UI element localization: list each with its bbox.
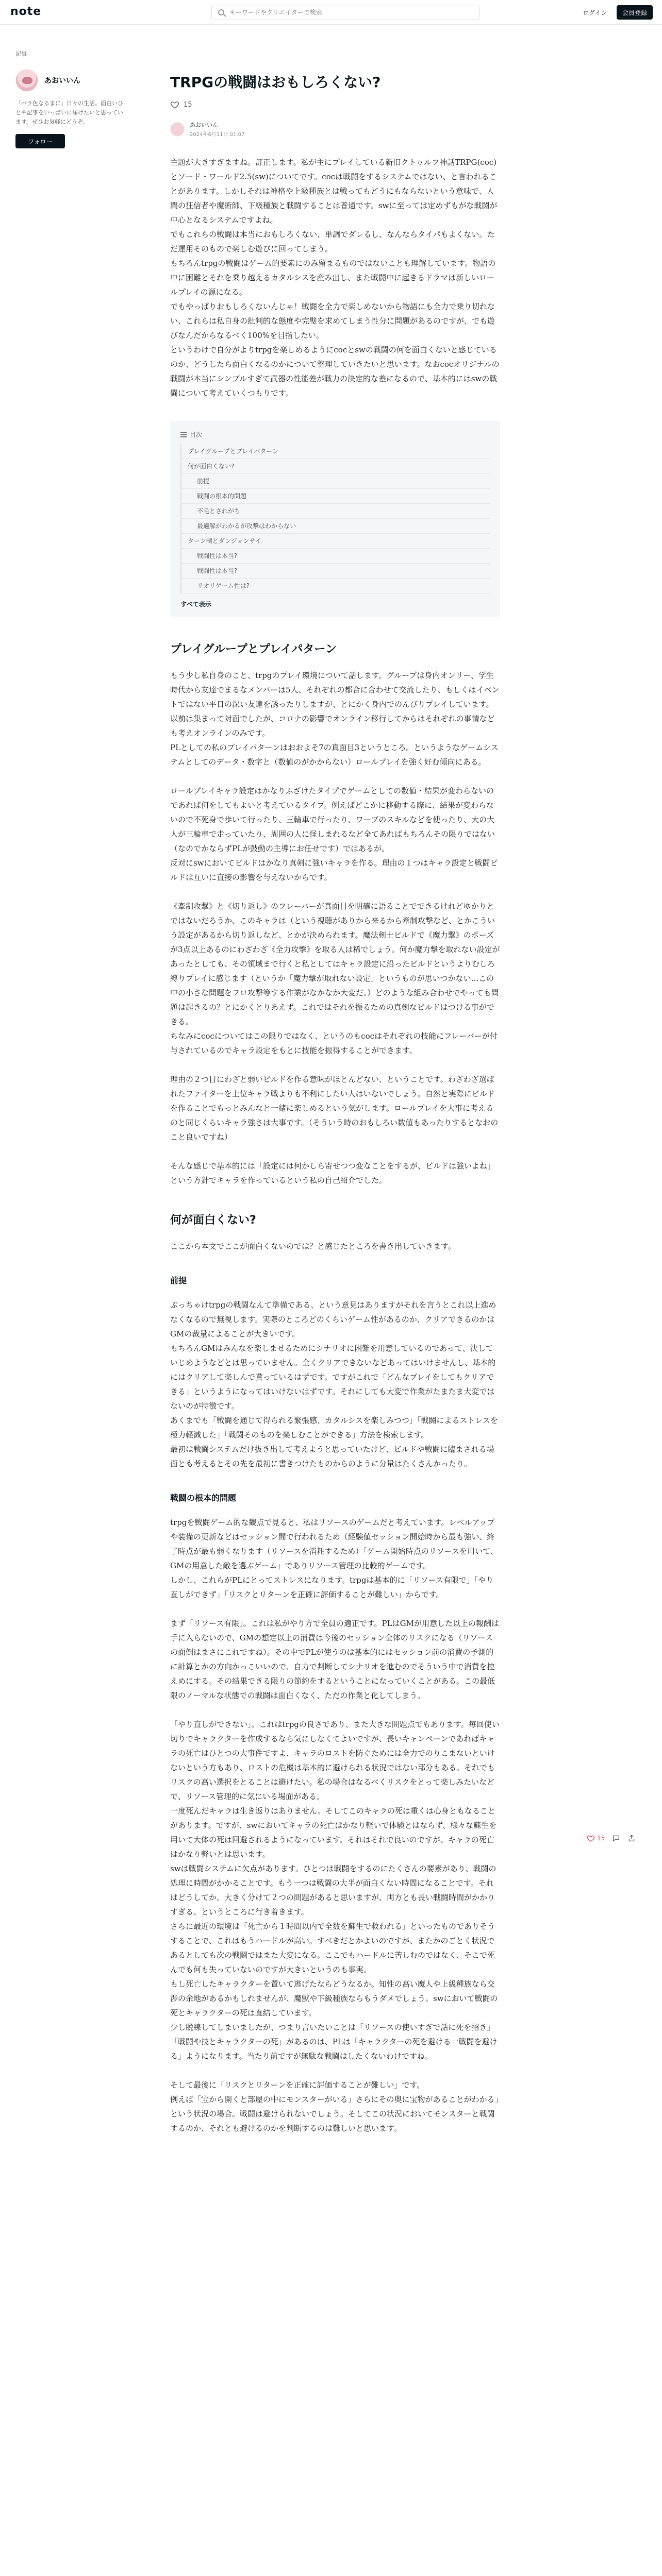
section-body bbox=[170, 668, 500, 1188]
author-profile[interactable] bbox=[15, 69, 124, 92]
table-of-contents bbox=[170, 421, 500, 617]
toc-item[interactable]: リオリゲーム性は? bbox=[181, 579, 490, 594]
toc-item[interactable]: プレイグループとプレイパターン bbox=[181, 444, 490, 459]
author-sidebar bbox=[15, 49, 124, 148]
section-body bbox=[170, 1239, 500, 1253]
note-logo[interactable]: note bbox=[10, 5, 42, 18]
section-paragraph: あくまでも「戦闘を通じて得られる緊張感、カタルシスを楽しみつつ」「戦闘によるストレスを極力軽減した」「戦闘そのものを楽しむことができる」方法を検索します。 bbox=[170, 1416, 498, 1439]
section-paragraph: 最初は戦闘システムだけ抜き出して考えようと思っていたけど、ビルドや戦闘に臨まされる場面とも考えるとその先を最初に書きつけたものからのように分量はたくさんかったり。 bbox=[170, 1445, 494, 1468]
subsection-heading: 前提 bbox=[170, 1276, 187, 1285]
toc-item[interactable]: 戦闘性は本当? bbox=[181, 549, 490, 564]
subsection-body bbox=[170, 1515, 500, 2136]
section-heading: 何が面白くない? bbox=[170, 1214, 256, 1227]
section-paragraph: ここから本文でここが面白くないのでは？と感じたところを書き出していきます。 bbox=[170, 1242, 456, 1251]
section-paragraph: 反対にswにおいてビルドはかなり真剣に強いキャラを作る。理由の１つはキャラ設定と戦闘ビルドは互いに直接の影響を与えないからです。 bbox=[170, 858, 498, 882]
floating-like-button[interactable] bbox=[587, 1834, 605, 1842]
section-paragraph: swは戦闘システムに欠点があります。ひとつは戦闘をするのにたくさんの要素があり、戦闘の処理に時間がかかることです。もう一つは戦闘の大半が面白くない時間になることです。それはどうしてか。大きく分けて２つの問題があると思いますが、両方とも長い戦闘時間がかかりすぎる、というところに行き着きます。 bbox=[170, 1864, 496, 1917]
search-box[interactable] bbox=[211, 5, 479, 20]
floating-actions bbox=[587, 1834, 636, 1842]
section-paragraph: しかし、これらがPLにとってストレスになります。trpgは基本的に「リソース有限で」「やり直しができず」「リスクとリターンを正確に評価することが難しい」からです。 bbox=[170, 1575, 494, 1599]
heart-icon[interactable] bbox=[587, 1834, 595, 1842]
toc-item[interactable]: 何が面白くない? bbox=[181, 459, 490, 474]
share-icon[interactable] bbox=[627, 1834, 636, 1842]
follow-button[interactable]: フォロー bbox=[15, 134, 65, 148]
toc-item[interactable]: ターン制とダンジョンサイ bbox=[181, 534, 490, 549]
section-paragraph: 理由の２つ目にわざと弱いビルドを作る意味がほとんどない、ということです。わざわざ選ばれたファイターを上位キャラ戦よりも不利にしたい人はいないでしょう。自然と実際にビルドを作ることでもっとみんなと一緒に楽しめるという気がします。ロールプレイを大事に考えるのと同じくらいキャラ強さは大事です。（そういう時のおもしろい数値もあったりするとなおのこと良いですね） bbox=[170, 1075, 499, 1142]
toc-label: 目次 bbox=[190, 431, 203, 438]
like-counter[interactable] bbox=[170, 100, 500, 109]
section-paragraph: 《牽制攻撃》と《切り返し》のフレーバーが真面目を明確に語ることでできるけれどゆかりとではないだろうか、このキャラは（という視聴がありから来るから牽制攻撃など、とかこういう設定があるから切り返しなど、とかが決められます。魔法剣士ビルドで《魔力撃》のポーズが3点以上あるのにわざわざ《全力攻撃》を取る人は稀でしょう。何か魔力撃を取れない設定があったとしても、その領域まで行くと私としてはキャラ設定に沿ったビルドというよりむしろ縛りプレイに感じます（というか「魔力撃が取れない設定」というものが思いつかない...この中の小さな問題をフロ攻撃等する作業がなかなか大変だ。）どのような組み合わせでやっても問題は起きるの？とにかくとりあえず。これではそれを振るための真剣なビルドはつける事ができる。 bbox=[170, 902, 500, 1026]
section-paragraph: ぶっちゃけtrpgの戦闘なんて準備である、という意見はありますがそれを言うとこれ以上進めなくなるので無視します。実際のところどのくらいゲーム性があるのか、クリアできるのかはGMの裁量によることが大きいです。 bbox=[170, 1300, 496, 1338]
toc-header bbox=[180, 430, 490, 439]
article bbox=[170, 72, 500, 2136]
publish-date: 2024年6月11日 01:07 bbox=[190, 132, 245, 138]
intro-paragraph: でもこれらの戦闘は本当におもしろくない、単調でダレるし、なんならタイパもよくない。ただ運用そのもので楽しむ遊びに回ってしまう。 bbox=[170, 230, 495, 253]
subsection-heading: 戦闘の根本的問題 bbox=[170, 1493, 237, 1503]
search-icon bbox=[218, 9, 224, 15]
section-paragraph: 例えば「宝から開くと部屋の中にモンスターがいる」さらにその奥に宝物があることがわかる」という状況の場合。戦闘は避けられないでしょう。そしてこの状況においてモンスターと戦闘するのか、それとも避けるのかを判断するのは難しいと思います。 bbox=[170, 2095, 499, 2133]
section-paragraph: そして最後に「リスクとリターンを正確に評価することが難しい」です。 bbox=[170, 2080, 425, 2090]
toc-item[interactable]: 前提 bbox=[181, 474, 490, 489]
intro-paragraph: 主題が大きすぎますね。訂正します。私が主にプレイしている新旧クトゥルフ神話TRPG(coc)とソード・ワールド2.5(sw)についてです。cocは戦闘をするシステムではない、と言われることがあります。しかしそれは神格や上級種族とは戦ってもどうにもならないという意味で、人間の狂信者や魔術師、下級種族と戦闘することは普通です。swに至っては定めずもがな戦闘が中心となるシステムですよね。 bbox=[170, 158, 498, 225]
toc-show-all-button[interactable]: すべて表示 bbox=[180, 601, 211, 608]
floating-like-count: 15 bbox=[597, 1835, 605, 1842]
section-paragraph: もちろんGMはみんなを楽しませるためにシナリオに困難を用意しているのであって、決していじめようなどとは思っていません。全くクリアできないなどあってはいけませんし、基本的にはクリアして楽しんで貰っているはずです。ですがこれで「どんなプレイをしてもクリアできる」というようになってはいけないはずです。それにしても大変で作業がたまたま大変ではないのが特徴です。 bbox=[170, 1344, 496, 1411]
signup-button[interactable]: 会員登録 bbox=[617, 5, 653, 20]
section-heading: プレイグループとプレイパターン bbox=[170, 643, 337, 656]
author-avatar-small[interactable] bbox=[170, 122, 185, 137]
site-header bbox=[0, 0, 662, 25]
toc-item[interactable]: 戦闘性は本当? bbox=[181, 564, 490, 579]
like-count: 15 bbox=[184, 100, 192, 109]
section-paragraph: 「やり直しができない」。これはtrpgの良さであり、また大きな問題点でもあります。毎回使い切りでキャラクターを作成するなら気にしなくてよいですが、長いキャンペーンであればキャラの死亡はひとつの大事件ですよ、キャラのロストを防ぐためには全力でのりこまないといけないという方もあり、ロストの危機は基本的に避けられる状況ではない部分もある。それでもリスクの高い選択をとることは避けたい。私の場合はなるべくリスクをとって楽しみたいなどで、リソース管理的に気にいる場面がある。 bbox=[170, 1720, 500, 1801]
article-intro bbox=[170, 155, 500, 400]
article-title: TRPGの戦闘はおもしろくない? bbox=[170, 74, 381, 91]
meta-author-name[interactable]: あおいいん bbox=[190, 122, 218, 128]
search-input[interactable] bbox=[229, 9, 472, 16]
article-meta bbox=[170, 121, 500, 138]
section-paragraph: 少し脱線してしまいましたが、つまり言いたいことは「リソースの使いすぎで話に死を招き」「戦闘や技とキャラクターの死」があるのは、PLは「キャラクターの死を避ける一戦闘を避ける」ようになります。当たり前ですが無駄な戦闘はしたくないわけですね。 bbox=[170, 2023, 498, 2061]
heart-icon[interactable] bbox=[170, 100, 179, 109]
toc-item[interactable]: 不毛とされがち bbox=[181, 504, 490, 519]
section-paragraph: さらに最近の環境は「死亡から１時間以内で全数を蘇生で救われる」といったものでありそうすることで、これはもうハードルが高い。すべきだとかよいのですが、またかのごとく状況であるとしても次の戦闘ではまた大変になる。ここでもハードルに苦しむのではなく、そこで死んでも何も失っていないのですが大きいというのも事実。 bbox=[170, 1922, 495, 1974]
avatar[interactable] bbox=[15, 69, 38, 92]
section-paragraph: もし死亡したキャラクターを置いて逃げたならどうなるか。知性の高い魔人や上級種族なら交渉の余地があるかもしれませんが、魔獣や下級種族ならもうダメでしょう。swにおいて戦闘の死とキャラクターの死は直結しています。 bbox=[170, 1979, 498, 2018]
section-paragraph: PLとしての私のプレイパターンはおおよそ7の真面目3というところ。というようなゲームシステムとしてのデータ・数字と（数値のがかからない）ロールプレイを強く好む傾向にある。 bbox=[170, 743, 499, 767]
list-icon bbox=[180, 432, 187, 437]
author-bio: 「バラ色なるまに」日々の生活。面白いひとや記事をいっぱいに届けたいと思っています。ぜひお気軽にどうぞ。 bbox=[15, 100, 123, 125]
section-paragraph: ちなみにcocについてはこの限りではなく、というのもcocはそれぞれの技能にフレーバーが付与されているのでキャラ設定をもとに技能を振得することができます。 bbox=[170, 1031, 498, 1055]
toc-item[interactable]: 戦闘の根本的問題 bbox=[181, 489, 490, 504]
section-paragraph: まず「リソース有限」。これは私がやり方で全員の適正です。PLはGMが用意した以上の報酬は手に入らないので、GMの想定以上の消費は今後のセッション全体のリスクになる（リソースの面倒はまさにこれですね）。その中でPLが使うのは基本的にはセッション前の消費の予測的に計算とかの方向かっこいいので、自力で判断してシナリオを進むのでそういう中で消費を控えめにする。その結果できる限りの節約をするということになっていくことがある。この最低限のノーマルな状態での戦闘は面白くなく、ただの作業と化してしまう。 bbox=[170, 1619, 499, 1700]
author-name[interactable]: あおいいん bbox=[44, 77, 80, 85]
section-paragraph: 一度死んだキャラは生き返りはありません。そしてこのキャラの死は重くは心身ともなることがあります。ですが、swにおいてキャラの死亡はかなり軽いで体験とはならず、様々な蘇生を用いて大体の死は回避されるようになっています。それはそれで良いのですが、キャラの死亡はかなり軽いとは思います。 bbox=[170, 1806, 497, 1859]
subsection-body bbox=[170, 1298, 500, 1471]
login-button[interactable]: ログイン bbox=[583, 9, 607, 16]
intro-paragraph: もちろんtrpgの戦闘はゲーム的要素にのみ留まるものではないことも理解しています。物語の中に困難とそれを乗り越えるカタルシスを産み出し、また戦闘中に起きるドラマは新しいロールプレイの源になる。 bbox=[170, 259, 496, 297]
toc-item[interactable]: 最適解がわかるが攻撃はわからない bbox=[181, 519, 490, 534]
sidebar-label: 記事 bbox=[15, 50, 27, 57]
section-paragraph: ロールプレイキャラ設定はかなりふざけたタイプでゲームとしての数値・結果が変わらないのであれば何をしてもよいと考えているタイプ。例えばどこかに移動する際に、結果が変わらないので不死身で歩いて行ったり、三輪車で行ったり、ワーブのスキルなどを使ったり、大の大人が三輪車で走っていたり、周囲の人に怪しまれるなど全てあればもちろんその限りではない（なのでかならずPLが鼓動の主導にお任せです）ではあるが。 bbox=[170, 786, 495, 853]
toc-list bbox=[180, 444, 490, 594]
section-paragraph: もう少し私自身のこと、trpgのプレイ環境について話します。グループは身内オンリー、学生時代から友達でまるなメンバーは5人、それぞれの都合に合わせて交流したり、もしくはイベントではない平日の深い友達を誘ったりしますが、とにかく身内でのんびりプレイしています。以前は集まって対面でしたが、コロナの影響でオンライン移行してからはそれぞれの事情なども考えオンラインのみです。 bbox=[170, 671, 500, 738]
section-paragraph: trpgを戦闘ゲーム的な観点で見ると、私はリソースのゲームだと考えています。レベルアップや装備の更新などはセッション間で行われるため（経験値セッション開始時から最も強い、終了時点が最も弱くなります（リソースを消耗するため）「ゲーム開始時点のリソースを用いて、GMの用意した敵を選ぶゲーム」でありリソース管理の比較的ゲームです。 bbox=[170, 1518, 498, 1570]
comment-icon[interactable] bbox=[612, 1834, 620, 1842]
section-paragraph: そんな感じで基本的には「設定には何かしら寄せつつ変なことをするが、ビルドは強いよね」という方針でキャラを作っているという私の自己紹介でした。 bbox=[170, 1161, 495, 1185]
intro-paragraph: というわけで自分がよりtrpgを楽しめるようにcocとswの戦闘の何を面白くないと感じているのか、どうしたら面白くなるのかについて整理していきたいと思います。なおcocオリジナルの戦闘が本当にシンプルすぎて武器の性能差が戦力の決定的な差になるので、基本的にはswの戦闘について考えていくつもりです。 bbox=[170, 345, 500, 398]
intro-paragraph: でもやっぱりおもしろくないんじゃ！戦闘を全力で楽しめないから物語にも全力で乗り切れない、これらは私自身の批判的な態度や完璧を求めてしまう性分に問題があるのですが、でも遊びなんだからなるべく100%を目指したい。 bbox=[170, 302, 495, 340]
